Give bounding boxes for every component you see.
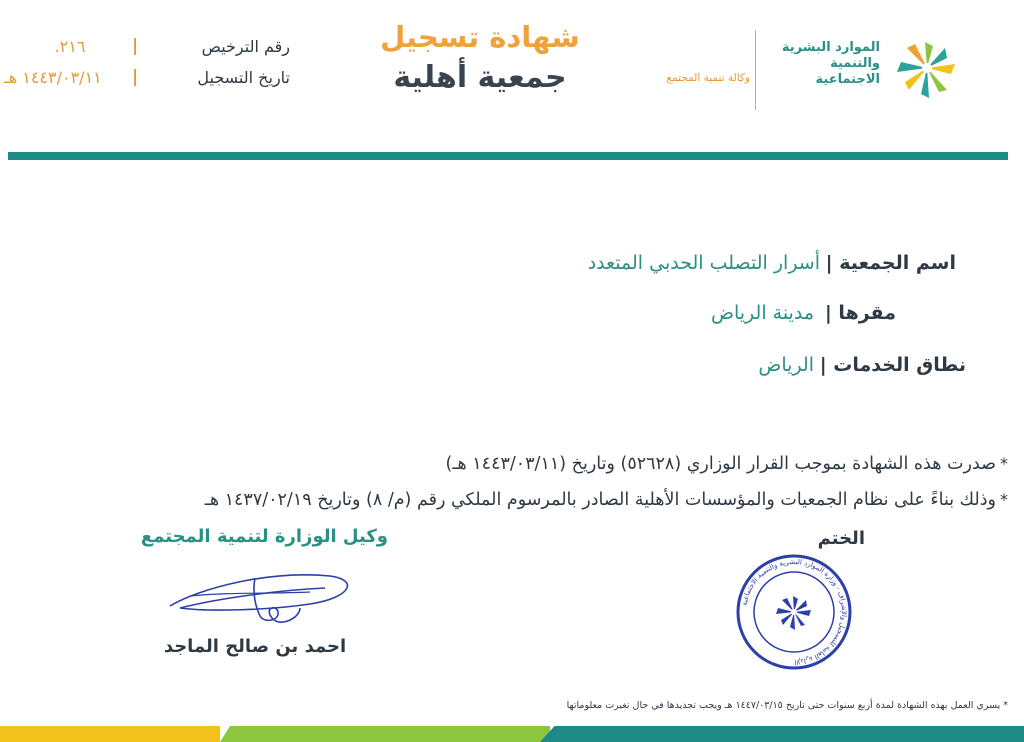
stamp-emblem-icon	[776, 596, 811, 630]
association-name-value: أسرار التصلب الحدبي المتعدد	[587, 252, 820, 274]
ministry-name-line1: الموارد البشرية	[781, 40, 880, 55]
registration-date-value: ١٤٤٣/٠٣/١١ هـ	[4, 68, 102, 87]
decision-note	[320, 454, 1008, 474]
validity-footnote	[470, 700, 1008, 711]
deputy-minister-title: وكيل الوزارة لتنمية المجتمع	[140, 526, 388, 547]
association-name-label: اسم الجمعية |	[825, 252, 956, 274]
official-stamp	[734, 552, 854, 672]
headquarters-label: مقرها |	[824, 302, 896, 324]
header-divider	[755, 30, 756, 110]
stamp-text: الإدارة العامة للتسجيل والإشراف - وزارة الموارد البشرية والتنمية الاجتماعية	[740, 557, 849, 667]
license-separator: |	[132, 36, 139, 56]
license-number-label: رقم الترخيص	[201, 37, 290, 56]
agency-name: وكالة تنمية المجتمع	[666, 72, 750, 84]
stamp-label: الختم	[817, 528, 865, 549]
service-scope-value: الرياض	[758, 354, 814, 376]
footer-band-teal	[540, 726, 1024, 742]
decision-note-text: صدرت هذه الشهادة بموجب القرار الوزاري (٥٢٦٢٨) وتاريخ (١٤٤٣/٠٣/١١ هـ)	[445, 454, 996, 474]
handwritten-signature	[160, 568, 360, 634]
registration-separator: |	[132, 67, 139, 87]
note-asterisk: *	[1000, 454, 1008, 473]
certificate-title: شهادة تسجيل	[380, 20, 580, 54]
headquarters-value: مدينة الرياض	[711, 302, 814, 324]
license-number-value: ٢١٦.	[54, 37, 86, 56]
footnote-text: يسري العمل بهذه الشهادة لمدة أربع سنوات حتى تاريخ ١٤٤٧/٠٣/١٥ هـ ويجب تجديدها في حال تغيرت معلوماتها	[566, 700, 1001, 711]
footer-band-green	[220, 726, 550, 742]
ministry-name-line2: والتنمية الاجتماعية	[815, 56, 880, 87]
ministry-name	[768, 40, 880, 88]
header-rule	[8, 152, 1008, 160]
signer-name: احمد بن صالح الماجد	[163, 636, 347, 657]
service-scope-label: نطاق الخدمات |	[819, 354, 966, 376]
regulation-note-text: وذلك بناءً على نظام الجمعيات والمؤسسات الأهلية الصادر بالمرسوم الملكي رقم (م/ ٨) وتاريخ ١٤٣٧/٠٢/١٩ هـ	[204, 490, 996, 510]
certificate-subtitle: جمعية أهلية	[393, 60, 567, 95]
footnote-asterisk: *	[1003, 700, 1008, 711]
note-asterisk: *	[1000, 490, 1008, 509]
footer-band-yellow	[0, 726, 220, 742]
regulation-note	[0, 490, 1008, 510]
ministry-logo-icon	[888, 38, 966, 104]
registration-date-label: تاريخ التسجيل	[197, 68, 290, 87]
